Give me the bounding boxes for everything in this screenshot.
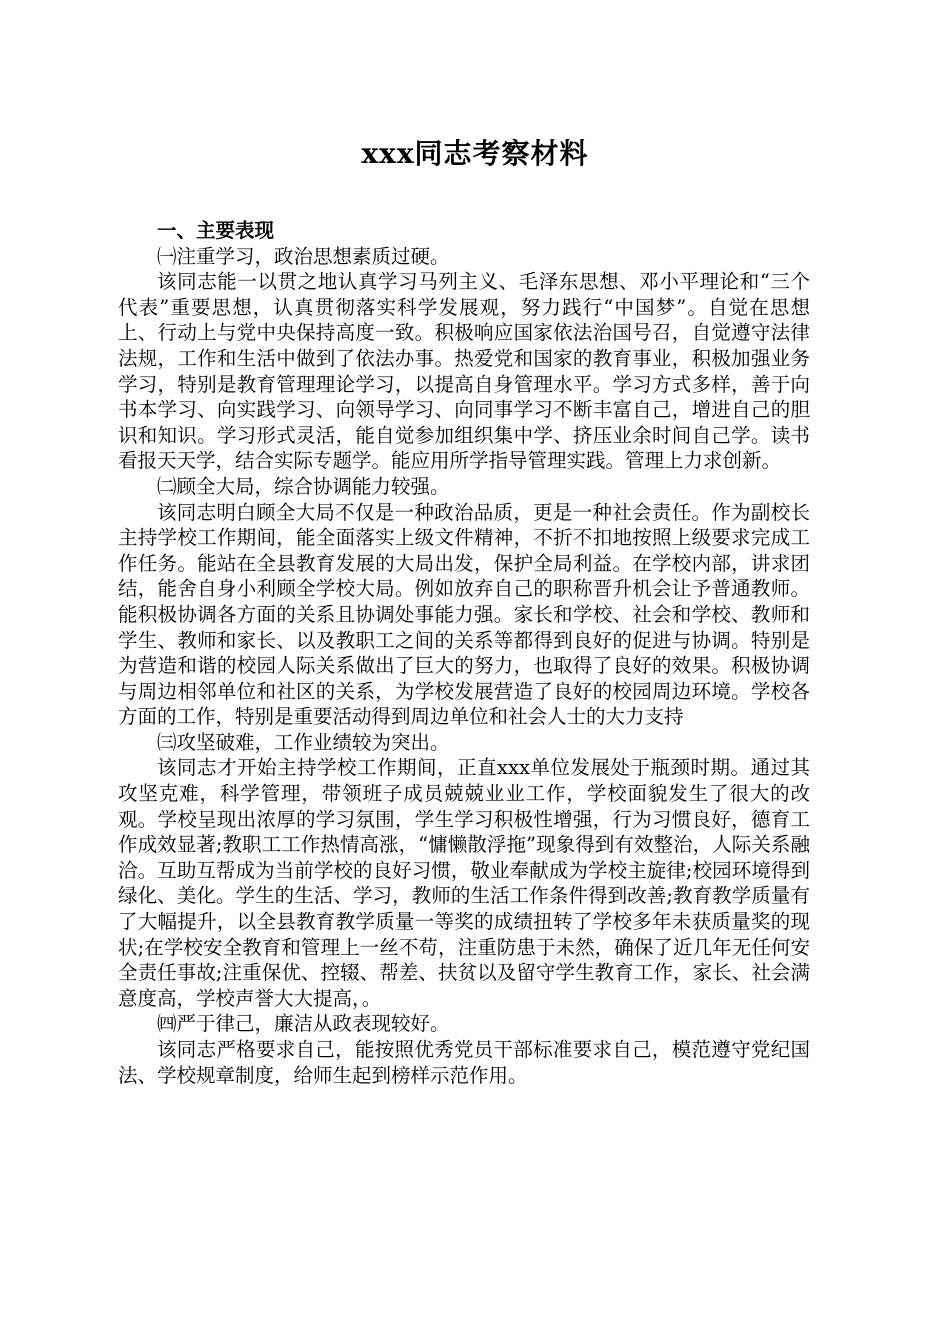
document-body xyxy=(118,218,810,1088)
subsection-paragraph: 该同志明白顾全大局不仅是一种政治品质，更是一种社会责任。作为副校长主持学校工作期间，能全面落实上级文件精神，不折不扣地按照上级要求完成工作任务。能站在全县教育发展的大局出发，保护全局利益。在学校内部，讲求团结，能舍自身小利顾全学校大局。例如放弃自己的职称晋升机会让予普通教师。能积极协调各方面的关系且协调处事能力强。家长和学校、社会和学校、教师和学生、教师和家长、以及教职工之间的关系等都得到良好的促进与协调。特别是为营造和谐的校园人际关系做出了巨大的努力，也取得了良好的效果。积极协调与周边相邻单位和社区的关系，为学校发展营造了良好的校园周边环境。学校各方面的工作，特别是重要活动得到周边单位和社会人士的大力支持 xyxy=(118,500,810,729)
subsection-heading: ㈡顾全大局，综合协调能力较强。 xyxy=(157,474,450,498)
subsection-paragraph: 该同志才开始主持学校工作期间，正直xxx单位发展处于瓶颈时期。通过其攻坚克难，科学管理，带领班子成员兢兢业业工作，学校面貌发生了很大的改观。学校呈现出浓厚的学习氛围，学生学习积极性增强，行为习惯良好，德育工作成效显著;教职工工作热情高涨，“慵懒散浮拖”现象得到有效整治，人际关系融洽。互助互帮成为当前学校的良好习惯，敬业奉献成为学校主旋律;校园环境得到绿化、美化。学生的生活、学习，教师的生活工作条件得到改善;教育教学质量有了大幅提升，以全县教育教学质量一等奖的成绩扭转了学校多年未获质量奖的现状;在学校安全教育和管理上一丝不苟，注重防患于未然，确保了近几年无任何安全责任事故;注重保优、控辍、帮差、扶贫以及留守学生教育工作，家长、社会满意度高，学校声誉大大提高，。 xyxy=(118,756,810,1010)
section-heading: 一、主要表现 xyxy=(157,219,275,242)
document-title: xxx同志考察材料 xyxy=(361,137,589,170)
subsection-heading: ㈢攻坚破难，工作业绩较为突出。 xyxy=(157,730,450,754)
subsection-heading: ㈠注重学习，政治思想素质过硬。 xyxy=(157,244,450,268)
subsection-heading: ㈣严于律己，廉洁从政表现较好。 xyxy=(157,1012,450,1036)
subsection-paragraph: 该同志严格要求自己，能按照优秀党员干部标准要求自己，模范遵守党纪国法、学校规章制度，给师生起到榜样示范作用。 xyxy=(118,1038,810,1087)
subsection-paragraph: 该同志能一以贯之地认真学习马列主义、毛泽东思想、邓小平理论和“三个代表”重要思想，认真贯彻落实科学发展观，努力践行“中国梦”。自觉在思想上、行动上与党中央保持高度一致。积极响应国家依法治国号召，自觉遵守法律法规，工作和生活中做到了依法办事。热爱党和国家的教育事业，积极加强业务学习，特别是教育管理理论学习，以提高自身管理水平。学习方式多样，善于向书本学习、向实践学习、向领导学习、向同事学习不断丰富自己，增进自己的胆识和知识。学习形式灵活，能自觉参加组织集中学、挤压业余时间自己学。读书看报天天学，结合实际专题学。能应用所学指导管理实践。管理上力求创新。 xyxy=(118,270,810,473)
